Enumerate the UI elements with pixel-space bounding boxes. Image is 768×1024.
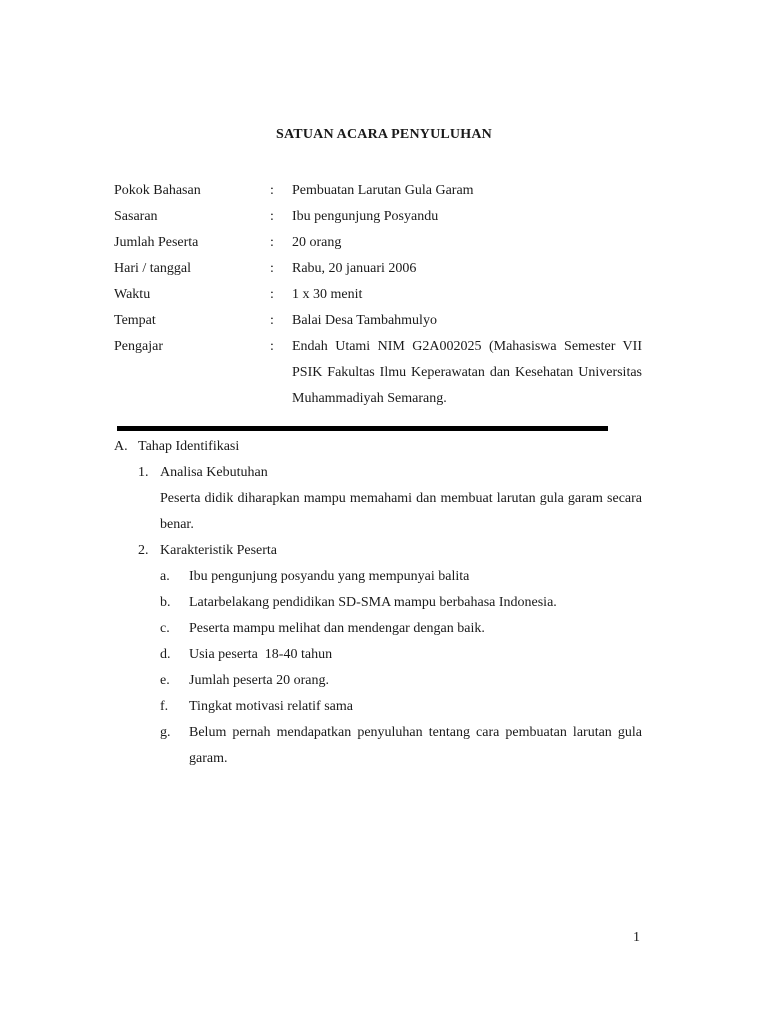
info-row-hari-tanggal bbox=[114, 256, 642, 282]
list-item bbox=[160, 642, 642, 668]
subsection-title: Analisa Kebutuhan bbox=[160, 465, 268, 480]
list-marker: g. bbox=[160, 725, 171, 740]
info-value: Rabu, 20 januari 2006 bbox=[292, 261, 417, 276]
list-item bbox=[160, 720, 642, 772]
info-colon: : bbox=[270, 287, 274, 302]
horizontal-divider bbox=[117, 426, 608, 431]
list-item bbox=[160, 564, 642, 590]
info-value: 20 orang bbox=[292, 235, 342, 250]
info-value: Balai Desa Tambahmulyo bbox=[292, 313, 437, 328]
info-label: Hari / tanggal bbox=[114, 261, 191, 276]
subsection-analisa-kebutuhan bbox=[138, 460, 642, 538]
info-label: Jumlah Peserta bbox=[114, 235, 199, 250]
section-marker: A. bbox=[114, 439, 128, 454]
info-colon: : bbox=[270, 183, 274, 198]
subsection-heading bbox=[138, 460, 642, 486]
page-number: 1 bbox=[633, 930, 640, 945]
info-label: Pengajar bbox=[114, 339, 163, 354]
info-value: Endah Utami NIM G2A002025 (Mahasiswa Semester VII PSIK Fakultas Ilmu Keperawatan dan Kesehatan Universitas Muhammadiyah Semarang. bbox=[292, 339, 642, 406]
info-row-pokok-bahasan bbox=[114, 178, 642, 204]
subsection-karakteristik-peserta bbox=[138, 538, 642, 772]
list-text: Jumlah peserta 20 orang. bbox=[189, 673, 329, 688]
info-colon: : bbox=[270, 313, 274, 328]
list-text: Usia peserta 18-40 tahun bbox=[189, 647, 333, 662]
info-colon: : bbox=[270, 235, 274, 250]
document-title: SATUAN ACARA PENYULUHAN bbox=[276, 127, 492, 142]
list-text: Belum pernah mendapatkan penyuluhan tentang cara pembuatan larutan gula garam. bbox=[189, 725, 642, 766]
info-value: Ibu pengunjung Posyandu bbox=[292, 209, 439, 224]
info-row-waktu bbox=[114, 282, 642, 308]
list-item bbox=[160, 694, 642, 720]
info-label: Tempat bbox=[114, 313, 156, 328]
list-marker: b. bbox=[160, 595, 171, 610]
info-row-pengajar bbox=[114, 334, 642, 412]
section-heading bbox=[114, 434, 642, 460]
list-marker: f. bbox=[160, 699, 169, 714]
list-marker: a. bbox=[160, 569, 170, 584]
subsection-paragraph: Peserta didik diharapkan mampu memahami dan membuat larutan gula garam secara benar. bbox=[160, 491, 642, 532]
section-title: Tahap Identifikasi bbox=[138, 439, 240, 454]
info-label: Sasaran bbox=[114, 209, 158, 224]
info-table bbox=[114, 178, 642, 412]
info-value: Pembuatan Larutan Gula Garam bbox=[292, 183, 474, 198]
list-marker: d. bbox=[160, 647, 171, 662]
subsection-marker: 1. bbox=[138, 465, 149, 480]
info-row-sasaran bbox=[114, 204, 642, 230]
list-item bbox=[160, 590, 642, 616]
characteristics-list bbox=[160, 564, 642, 772]
subsection-title: Karakteristik Peserta bbox=[160, 543, 278, 558]
list-text: Ibu pengunjung posyandu yang mempunyai balita bbox=[189, 569, 470, 584]
info-row-jumlah-peserta bbox=[114, 230, 642, 256]
info-colon: : bbox=[270, 339, 274, 354]
list-text: Latarbelakang pendidikan SD-SMA mampu berbahasa Indonesia. bbox=[189, 595, 557, 610]
info-row-tempat bbox=[114, 308, 642, 334]
section-tahap-identifikasi bbox=[114, 434, 642, 772]
list-marker: e. bbox=[160, 673, 170, 688]
list-item bbox=[160, 668, 642, 694]
subsection-marker: 2. bbox=[138, 543, 149, 558]
info-label: Pokok Bahasan bbox=[114, 183, 201, 198]
list-text: Tingkat motivasi relatif sama bbox=[189, 699, 353, 714]
subsection-heading bbox=[138, 538, 642, 564]
info-colon: : bbox=[270, 261, 274, 276]
info-label: Waktu bbox=[114, 287, 151, 302]
list-text: Peserta mampu melihat dan mendengar dengan baik. bbox=[189, 621, 485, 636]
info-colon: : bbox=[270, 209, 274, 224]
info-value: 1 x 30 menit bbox=[292, 287, 363, 302]
list-item bbox=[160, 616, 642, 642]
list-marker: c. bbox=[160, 621, 170, 636]
